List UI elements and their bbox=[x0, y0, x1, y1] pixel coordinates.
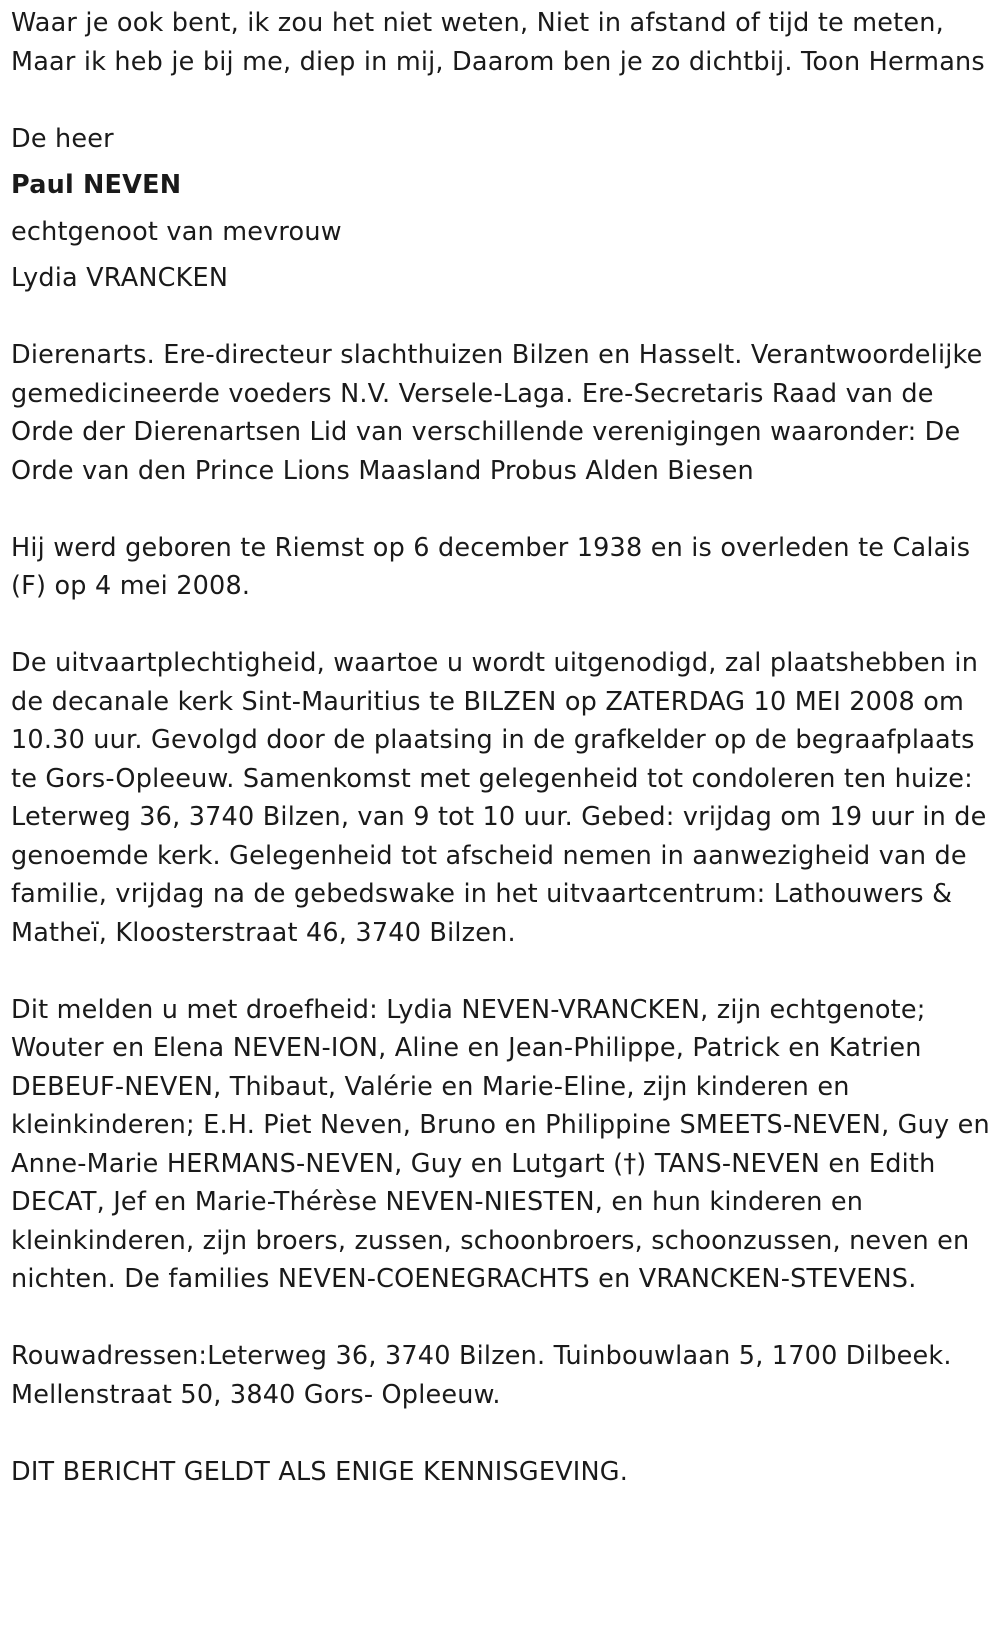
deceased-name: Paul NEVEN bbox=[11, 170, 182, 200]
funeral-paragraph: De uitvaartplechtigheid, waartoe u wordt uitgenodigd, zal plaatshebben in de decanale kerk Sint-Mauritius te BILZEN op ZATERDAG 10 MEI 2008 om 10.30 uur. Gevolgd door de plaatsing in de grafkelder op de begraafplaats te Gors-Opleeuw. Samenkomst met gelegenheid tot condoleren ten huize: Leterweg 36, 3740 Bilzen, van 9 tot 10 uur. Gebed: vrijdag om 19 uur in de genoemde kerk. Gelegenheid tot afscheid nemen in aanwezigheid van de familie, vrijdag na de gebedswake in het uitvaartcentrum: Lathouwers & Matheï, Kloosterstraat 46, 3740 Bilzen. bbox=[11, 648, 987, 948]
spouse-intro: echtgenoot van mevrouw bbox=[11, 216, 342, 247]
biography-paragraph: Dierenarts. Ere-directeur slachthuizen Bilzen en Hasselt. Verantwoordelijke gemedicineerde voeders N.V. Versele-Laga. Ere-Secretaris Raad van de Orde der Dierenartsen Lid van verschillende verenigingen waaronder: De Orde van den Prince Lions Maasland Probus Alden Biesen bbox=[11, 340, 983, 486]
family-paragraph: Dit melden u met droefheid: Lydia NEVEN-VRANCKEN, zijn echtgenote; Wouter en Elena NEVEN-ION, Aline en Jean-Philippe, Patrick en Katrien DEBEUF-NEVEN, Thibaut, Valérie en Marie-Eline, zijn kinderen en kleinkinderen; E.H. Piet Neven, Bruno en Philippine SMEETS-NEVEN, Guy en Anne-Marie HERMANS-NEVEN, Guy en Lutgart (†) TANS-NEVEN en Edith DECAT, Jef en Marie-Thérèse NEVEN-NIESTEN, en hun kinderen en kleinkinderen, zijn broers, zussen, schoonbroers, schoonzussen, neven en nichten. De families NEVEN-COENEGRACHTS en VRANCKEN-STEVENS. bbox=[11, 994, 990, 1294]
title-prefix: De heer bbox=[11, 123, 114, 154]
birth-death-paragraph: Hij werd geboren te Riemst op 6 december 1938 en is overleden te Calais (F) op 4 mei 2008. bbox=[11, 532, 971, 601]
spouse-name: Lydia VRANCKEN bbox=[11, 263, 229, 293]
addresses-paragraph: Rouwadressen:Leterweg 36, 3740 Bilzen. Tuinbouwlaan 5, 1700 Dilbeek. Mellenstraat 50, 3840 Gors- Opleeuw. bbox=[11, 1341, 952, 1410]
poem-quote: Waar je ook bent, ik zou het niet weten, Niet in afstand of tijd te meten, Maar ik heb je bij me, diep in mij, Daarom ben je zo dichtbij. Toon Hermans bbox=[11, 8, 985, 77]
closing-notice: DIT BERICHT GELDT ALS ENIGE KENNISGEVING. bbox=[11, 1456, 629, 1487]
